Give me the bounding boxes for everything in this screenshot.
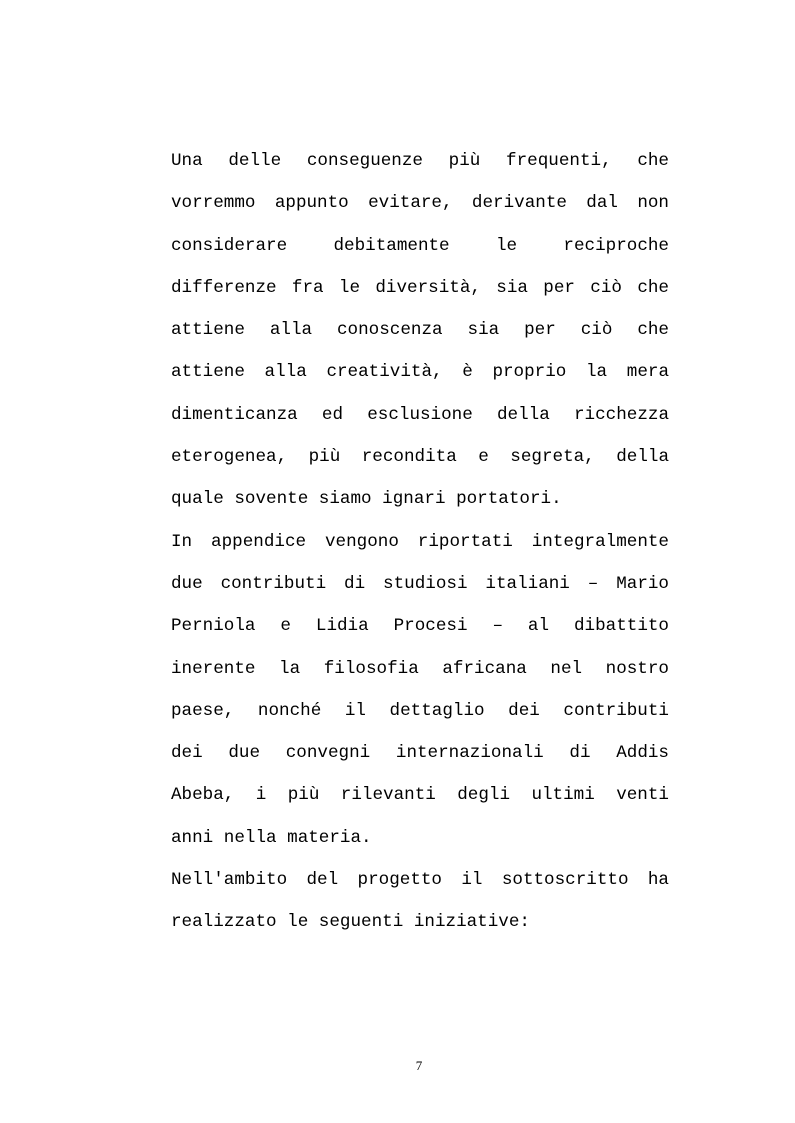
text-line: considerare debitamente le reciproche <box>171 235 669 256</box>
text-line: vorremmo appunto evitare, derivante dal non <box>171 193 669 214</box>
text-line: paese, nonché il dettaglio dei contributi <box>171 700 669 721</box>
text-line: anni nella materia. <box>171 827 372 848</box>
text-line: attiene alla creatività, è proprio la mera <box>171 362 669 383</box>
text-line: dei due convegni internazionali di Addis <box>171 743 669 764</box>
text-line: inerente la filosofia africana nel nostro <box>171 658 669 679</box>
text-line: In appendice vengono riportati integralmente <box>171 531 669 552</box>
page-number: 7 <box>415 1058 423 1073</box>
text-line: due contributi di studiosi italiani – Mario <box>171 573 669 594</box>
text-line: realizzato le seguenti iniziative: <box>171 912 530 933</box>
text-line: dimenticanza ed esclusione della ricchezza <box>171 404 669 425</box>
body-text <box>171 140 669 944</box>
text-line: Nell'ambito del progetto il sottoscritto ha <box>171 870 669 891</box>
text-line: eterogenea, più recondita e segreta, della <box>171 447 669 468</box>
text-line: attiene alla conoscenza sia per ciò che <box>171 320 669 341</box>
text-line: Abeba, i più rilevanti degli ultimi venti <box>171 785 669 806</box>
text-line: differenze fra le diversità, sia per ciò che <box>171 277 669 298</box>
text-line: Una delle conseguenze più frequenti, che <box>171 151 669 171</box>
text-line: Perniola e Lidia Procesi – al dibattito <box>171 616 669 637</box>
text-line: quale sovente siamo ignari portatori. <box>171 489 562 510</box>
